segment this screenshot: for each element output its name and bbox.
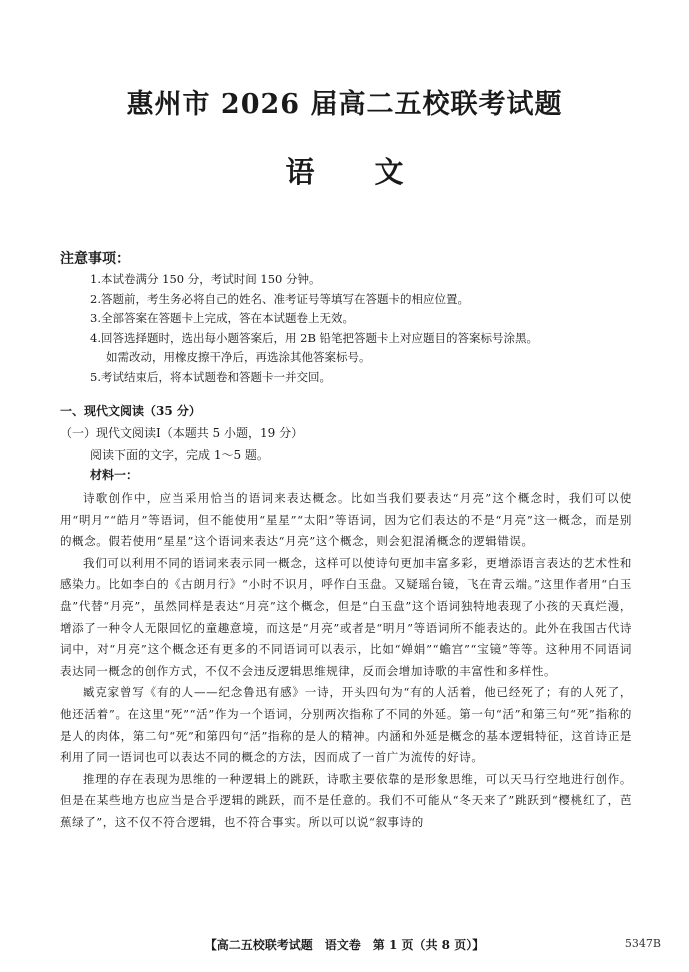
notice-heading: 注意事项： — [60, 251, 130, 267]
reading-instruction: 阅读下面的文字，完成 1～5 题。 — [90, 448, 269, 462]
notice-item: 1.本试卷满分 150 分，考试时间 150 分钟。 — [90, 272, 321, 286]
passage-paragraph: 我们可以利用不同的语词来表示同一概念，这样可以使诗句更加丰富多彩，更增添语言表达的艺术性和感染力。比如李白的《古朗月行》“小时不识月，呼作白玉盘。又疑瑶台镜，飞在青云端。”这里作者用“白玉盘”代替“月亮”，虽然同样是表达“月亮”这个概念，但是“白玉盘”这个语词独特地表现了小孩的天真烂漫，增添了一种令人无限回忆的童趣意境，而这是“月亮”或者是“明月”等语词所不能表达的。此外在我国古代诗词中，对“月亮”这个概念还有更多的不同语词可以表示，比如“婵娟”“蟾宫”“宝镜”等等。这种用不同语词表达同一概念的创作方式，不仅不会违反逻辑思维规律，反而会增加诗歌的丰富性和多样性。 — [60, 555, 632, 678]
passage-paragraph: 臧克家曾写《有的人——纪念鲁迅有感》一诗，开头四句为“有的人活着，他已经死了；有的人死了，他还活着”。在这里“死”“活”作为一个语词，分别两次指称了不同的外延。第一句“活”和第三句“死”指称的是人的肉体，第二句“死”和第四句“活”指称的是人的精神。内涵和外延是概念的基本逻辑特征，这首诗正是利用了同一语词也可以表达不同的概念的方法，因而成了一首广为流传的好诗。 — [60, 685, 632, 765]
notice-item: 2.答题前，考生务必将自己的姓名、准考证号等填写在答题卡的相应位置。 — [90, 291, 469, 306]
notice-item-continuation: 如需改动，用橡皮擦干净后，再选涂其他答案标号。 — [106, 350, 371, 364]
paper-code: 5347B — [624, 937, 661, 950]
sub-section-heading: （一）现代文阅读Ⅰ（本题共 5 小题，19 分） — [60, 426, 304, 440]
notice-item: 3.全部答案在答题卡上完成，答在本试题卷上无效。 — [90, 311, 354, 325]
passage-paragraph: 推理的存在表现为思维的一种逻辑上的跳跃，诗歌主要依靠的是形象思维，可以天马行空地进行创作。但是在某些地方也应当是合乎逻辑的跳跃，而不是任意的。我们不可能从“冬天来了”跳跃到“樱桃红了，芭蕉绿了”，这不仅不符合逻辑，也不符合事实。所以可以说“叙事诗的 — [60, 771, 632, 829]
page-footer: 【高二五校联考试题 语文卷 第 1 页（共 8 页）】 — [204, 938, 485, 952]
material-label: 材料一： — [90, 468, 139, 482]
passage-paragraph: 诗歌创作中，应当采用恰当的语词来表达概念。比如当我们要表达“月亮”这个概念时，我们可以使用“明月”“皓月”等语词，但不能使用“星星”“太阳”等语词，因为它们表达的不是“月亮”这一概念，而是别的概念。假若使用“星星”这个语词来表达“月亮”这个概念，则会犯混淆概念的逻辑错误。 — [60, 491, 632, 549]
passage — [60, 488, 632, 834]
subject-title: 语文 — [285, 155, 464, 189]
exam-title: 惠州市 2026 届高二五校联考试题 — [126, 89, 563, 120]
notice-item: 5.考试结束后，将本试题卷和答题卡一并交回。 — [90, 369, 331, 384]
section-heading: 一、现代文阅读（35 分） — [60, 404, 201, 418]
notice-item: 4.回答选择题时，选出每小题答案后，用 2B 铅笔把答题卡上对应题目的答案标号涂黑。 — [90, 330, 539, 345]
notice-list — [90, 270, 635, 387]
